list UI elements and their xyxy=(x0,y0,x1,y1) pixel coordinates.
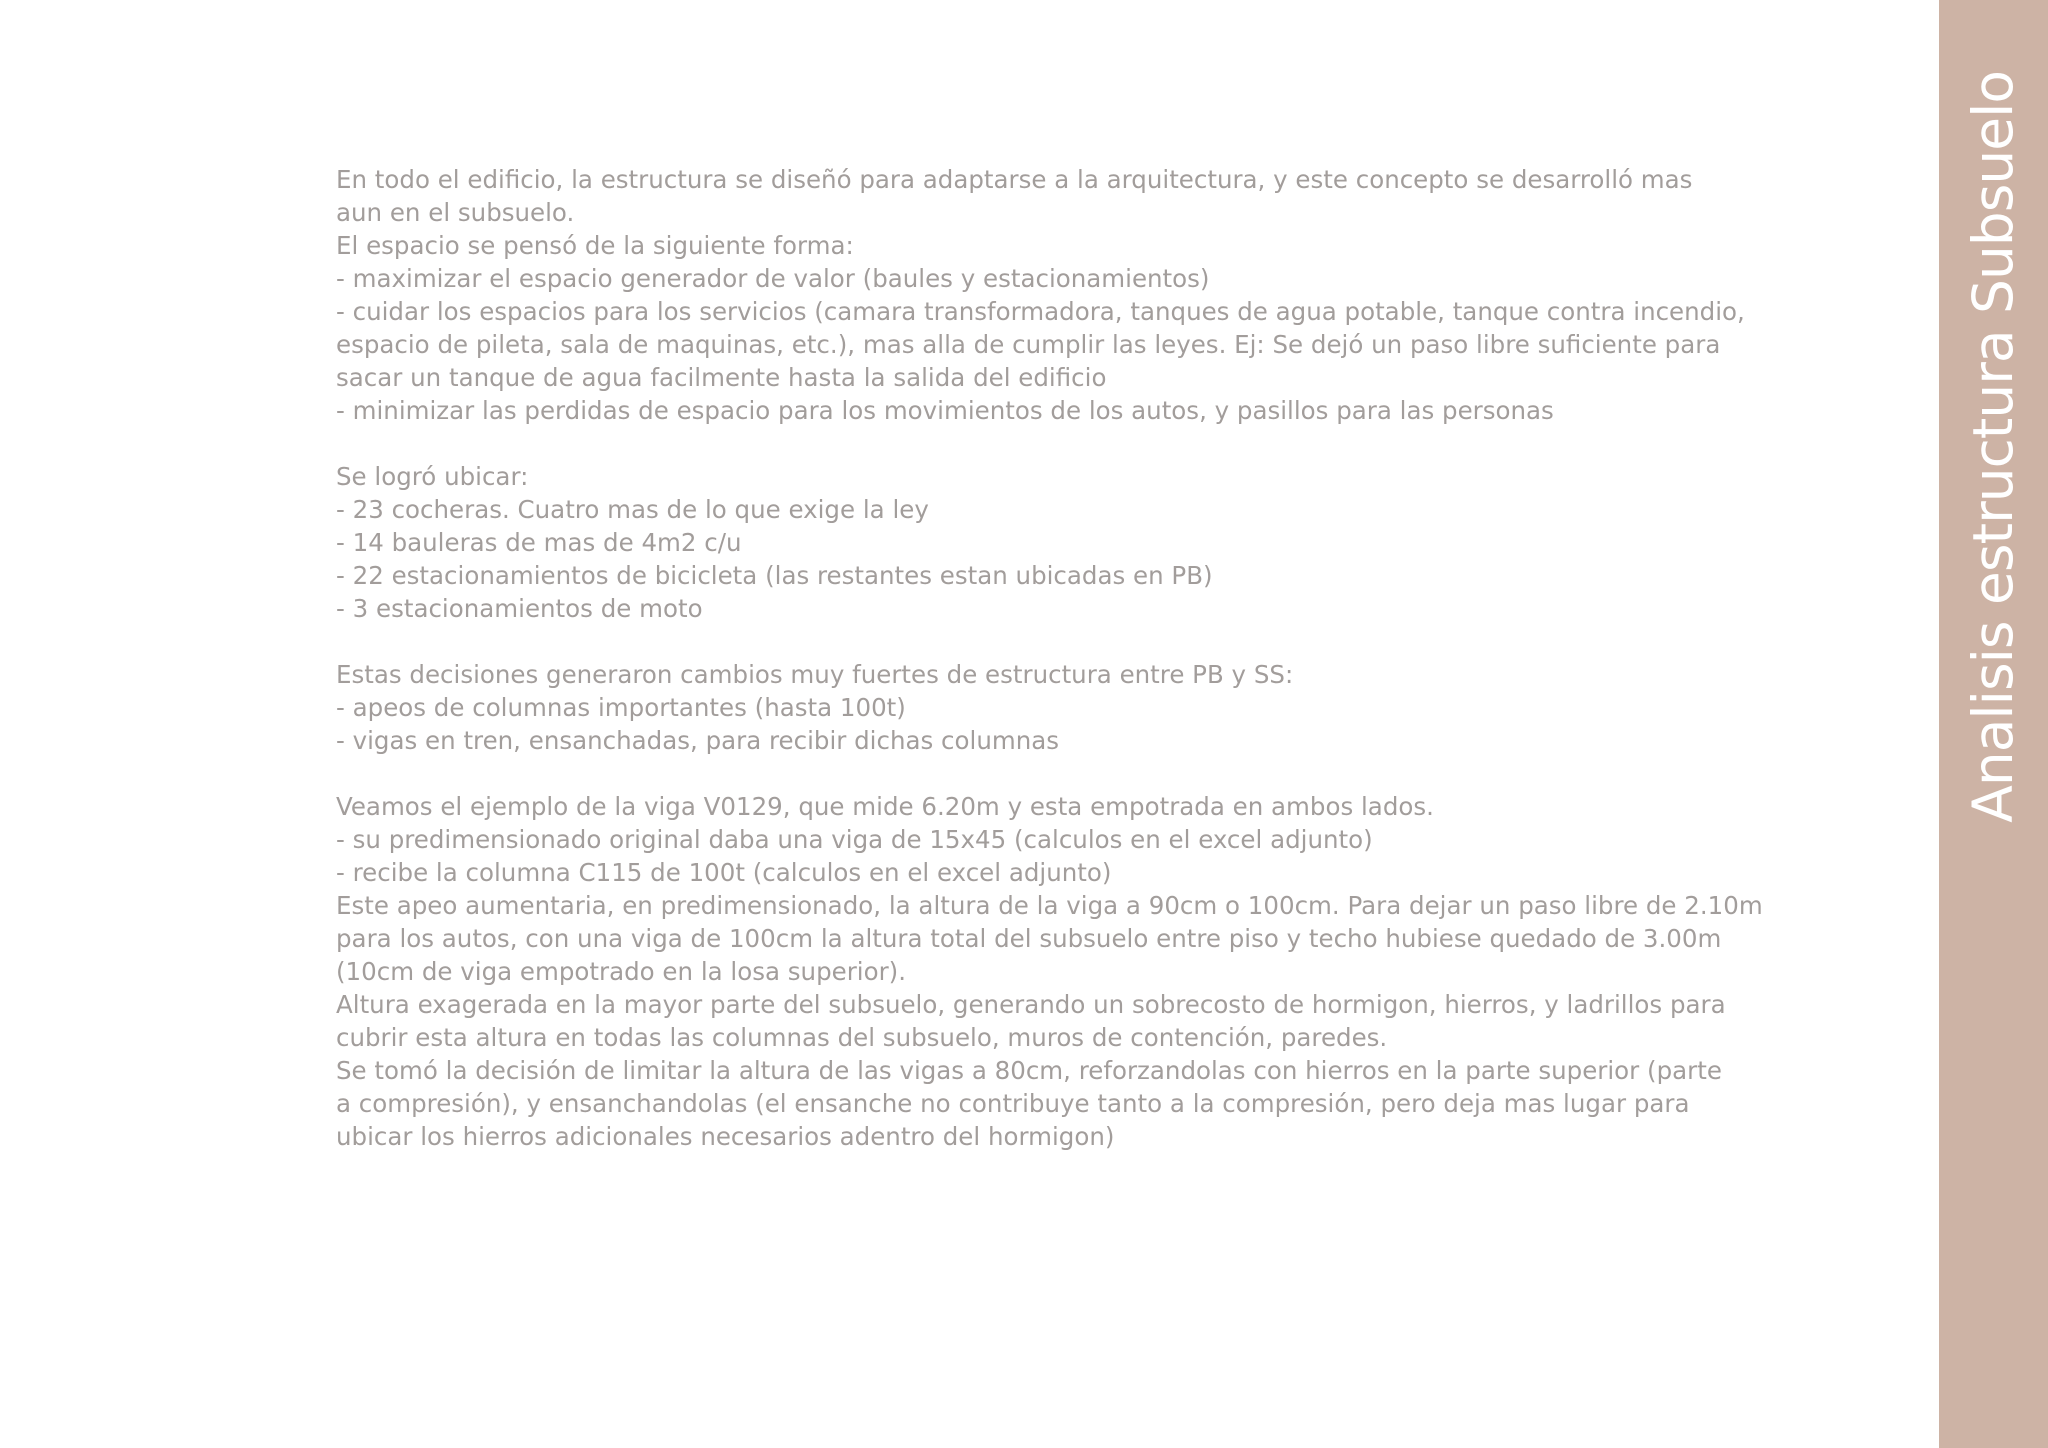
text-line: - 14 bauleras de mas de 4m2 c/u xyxy=(336,528,742,557)
blank-line xyxy=(336,625,1776,658)
text-line: - minimizar las perdidas de espacio para los movimientos de los autos, y pasillos para las personas xyxy=(336,396,1554,425)
text-line: Altura exagerada en la mayor parte del subsuelo, generando un sobrecosto de hormigon, hierros, y ladrillos para xyxy=(336,990,1726,1019)
text-line: - apeos de columnas importantes (hasta 100t) xyxy=(336,693,906,722)
text-line: sacar un tanque de agua facilmente hasta la salida del edificio xyxy=(336,363,1107,392)
text-line: - su predimensionado original daba una viga de 15x45 (calculos en el excel adjunto) xyxy=(336,825,1373,854)
text-line: - 3 estacionamientos de moto xyxy=(336,594,703,623)
text-line: - 22 estacionamientos de bicicleta (las restantes estan ubicadas en PB) xyxy=(336,561,1213,590)
text-line: En todo el edificio, la estructura se diseñó para adaptarse a la arquitectura, y este concepto se desarrolló mas xyxy=(336,165,1693,194)
text-line: a compresión), y ensanchandolas (el ensanche no contribuye tanto a la compresión, pero deja mas lugar para xyxy=(336,1089,1690,1118)
sidebar xyxy=(1939,0,2048,1448)
text-line: - recibe la columna C115 de 100t (calculos en el excel adjunto) xyxy=(336,858,1112,887)
blank-line xyxy=(336,427,1776,460)
text-line: aun en el subsuelo. xyxy=(336,198,575,227)
text-line: Estas decisiones generaron cambios muy fuertes de estructura entre PB y SS: xyxy=(336,660,1294,689)
text-line: Se tomó la decisión de limitar la altura de las vigas a 80cm, reforzandolas con hierros en la parte superior (parte xyxy=(336,1056,1722,1085)
body-text xyxy=(336,163,1776,1153)
text-line: El espacio se pensó de la siguiente forma: xyxy=(336,231,854,260)
text-line: Veamos el ejemplo de la viga V0129, que mide 6.20m y esta empotrada en ambos lados. xyxy=(336,792,1434,821)
text-line: - vigas en tren, ensanchadas, para recibir dichas columnas xyxy=(336,726,1060,755)
text-line: Este apeo aumentaria, en predimensionado, la altura de la viga a 90cm o 100cm. Para dejar un paso libre de 2.10m xyxy=(336,891,1763,920)
sidebar-title: Analisis estructura Subsuelo xyxy=(1961,71,2025,823)
text-line: cubrir esta altura en todas las columnas del subsuelo, muros de contención, paredes. xyxy=(336,1023,1388,1052)
text-line: espacio de pileta, sala de maquinas, etc.), mas alla de cumplir las leyes. Ej: Se dejó un paso libre suficiente para xyxy=(336,330,1721,359)
text-line: - cuidar los espacios para los servicios (camara transformadora, tanques de agua potable, tanque contra incendio, xyxy=(336,297,1745,326)
text-line: - maximizar el espacio generador de valor (baules y estacionamientos) xyxy=(336,264,1210,293)
text-line: Se logró ubicar: xyxy=(336,462,529,491)
text-line: - 23 cocheras. Cuatro mas de lo que exige la ley xyxy=(336,495,929,524)
text-line: para los autos, con una viga de 100cm la altura total del subsuelo entre piso y techo hubiese quedado de 3.00m xyxy=(336,924,1722,953)
blank-line xyxy=(336,757,1776,790)
text-line: (10cm de viga empotrado en la losa superior). xyxy=(336,957,906,986)
text-line: ubicar los hierros adicionales necesarios adentro del hormigon) xyxy=(336,1122,1115,1151)
